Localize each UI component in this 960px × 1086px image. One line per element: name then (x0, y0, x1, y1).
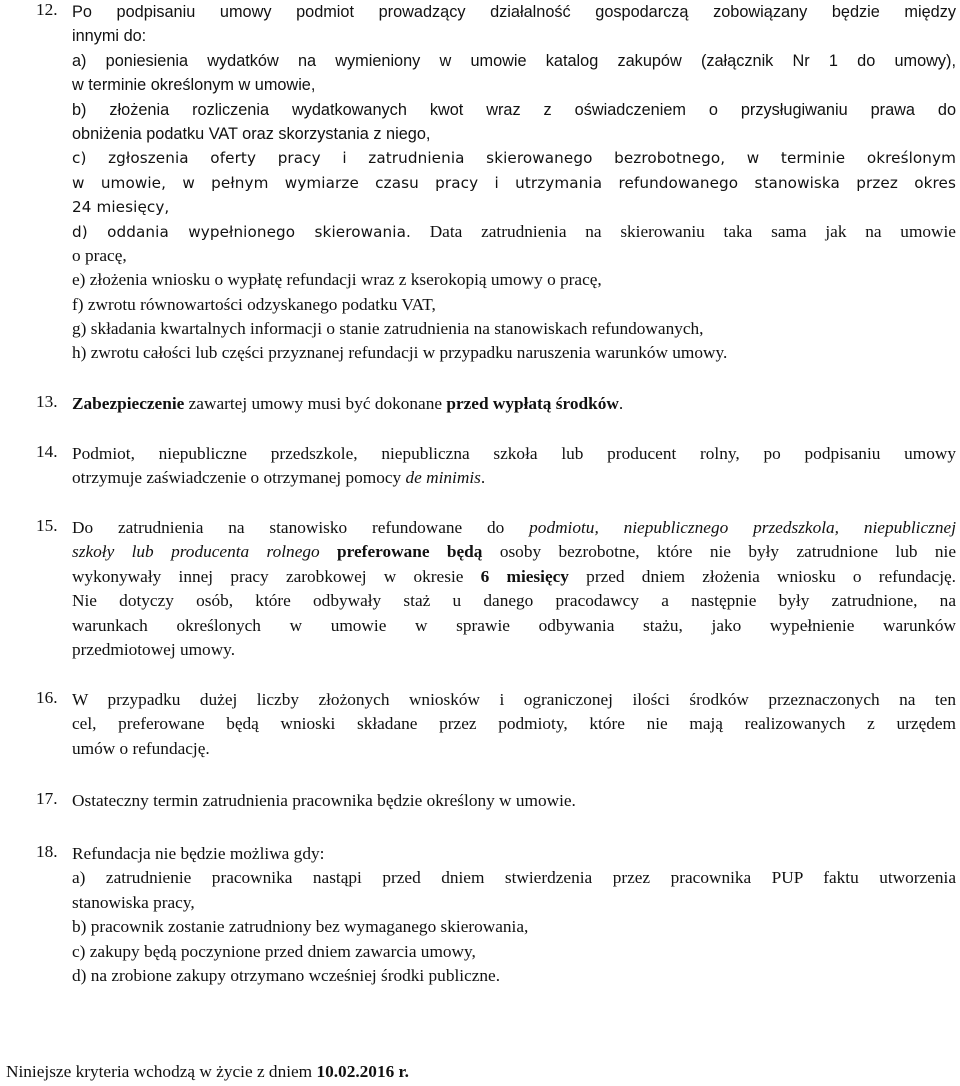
footer-text: Niniejsze kryteria wchodzą w życie z dniem (6, 1062, 317, 1081)
criterion-12 (36, 0, 956, 366)
text-line: warunkach określonych w umowie w sprawie odbywania stażu, jako wypełnienie warunków (72, 615, 956, 635)
criterion-number: 16. (36, 688, 58, 707)
criterion-number: 12. (36, 0, 58, 19)
effective-date-note (6, 1060, 409, 1084)
text-line: w umowie, w pełnym wymiarze czasu pracy i utrzymania refundowanego stanowiska przez okres (72, 173, 956, 192)
text-line: Po podpisaniu umowy podmiot prowadzący działalność gospodarczą zobowiązany będzie między (72, 3, 956, 21)
text-span: przed dniem złożenia wniosku o refundację. (568, 566, 956, 586)
text-line: Podmiot, niepubliczne przedszkole, niepubliczna szkoła lub producent rolny, po podpisaniu umowy (72, 444, 956, 463)
text-span: . (618, 394, 624, 413)
text-span: wykonywały innej pracy zarobkowej w okresie (72, 566, 481, 586)
criterion-16 (36, 688, 956, 761)
text-span: . (480, 468, 486, 488)
text-span: Data zatrudnienia na skierowaniu taka sama jak na umowie (429, 221, 956, 241)
criterion-15 (36, 516, 956, 662)
text-line (72, 516, 956, 540)
text-line: g) składania kwartalnych informacji o stanie zatrudnienia na stanowiskach refundowanych, (72, 319, 704, 339)
criterion-13 (36, 392, 956, 416)
bold-text: Zabezpieczenie (72, 394, 185, 413)
text-line: e) złożenia wniosku o wypłatę refundacji wraz z kserokopią umowy o pracę, (72, 270, 602, 290)
criterion-number: 17. (36, 789, 58, 808)
text-line (72, 392, 956, 416)
criterion-number: 15. (36, 516, 58, 535)
italic-text: podmiotu, niepublicznego przedszkola, niepublicznej (529, 518, 956, 537)
text-line: o pracę, (72, 245, 127, 265)
text-line: c) zakupy będą poczynione przed dniem zawarcia umowy, (72, 941, 476, 961)
text-line: 24 miesięcy, (72, 198, 170, 217)
text-line: umów o refundację. (72, 738, 210, 758)
text-line: h) zwrotu całości lub części przyznanej refundacji w przypadku naruszenia warunków umowy. (72, 343, 728, 363)
italic-text: de minimis (405, 468, 481, 488)
criterion-number: 14. (36, 442, 58, 461)
text-line: b) pracownik zostanie zatrudniony bez wymaganego skierowania, (72, 917, 529, 937)
text-line: a) zatrudnienie pracownika nastąpi przed dniem stwierdzenia przez pracownika PUP faktu utworzenia (72, 868, 956, 888)
criterion-18 (36, 842, 956, 988)
text-line: stanowiska pracy, (72, 892, 195, 912)
text-line: b) złożenia rozliczenia wydatkowanych kwot wraz z oświadczeniem o przysługiwaniu prawa do (72, 100, 956, 119)
bold-text: 6 miesięcy (480, 566, 569, 586)
text-line (72, 466, 956, 490)
text-line (72, 220, 956, 244)
text-line: Nie dotyczy osób, które odbywały staż u danego pracodawcy a następnie były zatrudnione, na (72, 591, 956, 611)
bold-text: przed wypłatą środków (446, 394, 619, 413)
text-line: innymi do: (72, 27, 147, 46)
text-line (72, 565, 956, 589)
criterion-17 (36, 789, 956, 813)
text-line: c) zgłoszenia oferty pracy i zatrudnienia skierowanego bezrobotnego, w terminie określonym (72, 149, 956, 168)
effective-date: 10.02.2016 r. (316, 1062, 409, 1081)
text-line: d) na zrobione zakupy otrzymano wcześniej środki publiczne. (72, 965, 501, 985)
text-line: f) zwrotu równowartości odzyskanego podatku VAT, (72, 294, 436, 314)
text-line: Ostateczny termin zatrudnienia pracownika będzie określony w umowie. (72, 791, 576, 810)
criterion-number: 18. (36, 842, 58, 861)
text-line: w terminie określonym w umowie, (72, 76, 316, 95)
text-line (72, 540, 956, 564)
text-line: Refundacja nie będzie możliwa gdy: (72, 844, 325, 863)
criterion-14 (36, 442, 956, 491)
bold-text: preferowane będą (337, 542, 483, 562)
text-line: obniżenia podatku VAT oraz skorzystania z niego, (72, 124, 431, 143)
text-span: zawartej umowy musi być dokonane (184, 394, 447, 413)
criterion-number: 13. (36, 392, 58, 411)
text-line: W przypadku dużej liczby złożonych wniosków i ograniczonej ilości środków przeznaczonych na ten (72, 690, 956, 709)
text-line: a) poniesienia wydatków na wymieniony w umowie katalog zakupów (załącznik Nr 1 do umowy), (72, 51, 956, 70)
text-span: osoby bezrobotne, które nie były zatrudnione lub nie (482, 542, 956, 562)
italic-text: szkoły lub producenta rolnego (72, 542, 320, 562)
text-line: przedmiotowej umowy. (72, 639, 236, 659)
text-span: Do zatrudnienia na stanowisko refundowane do (72, 518, 530, 537)
text-span: otrzymuje zaświadczenie o otrzymanej pomocy (72, 468, 406, 488)
text-span: d) oddania wypełnionego skierowania. (72, 222, 411, 241)
text-span (320, 542, 337, 561)
text-line: cel, preferowane będą wnioski składane przez podmioty, które nie mają realizowanych z urzędem (72, 714, 956, 734)
